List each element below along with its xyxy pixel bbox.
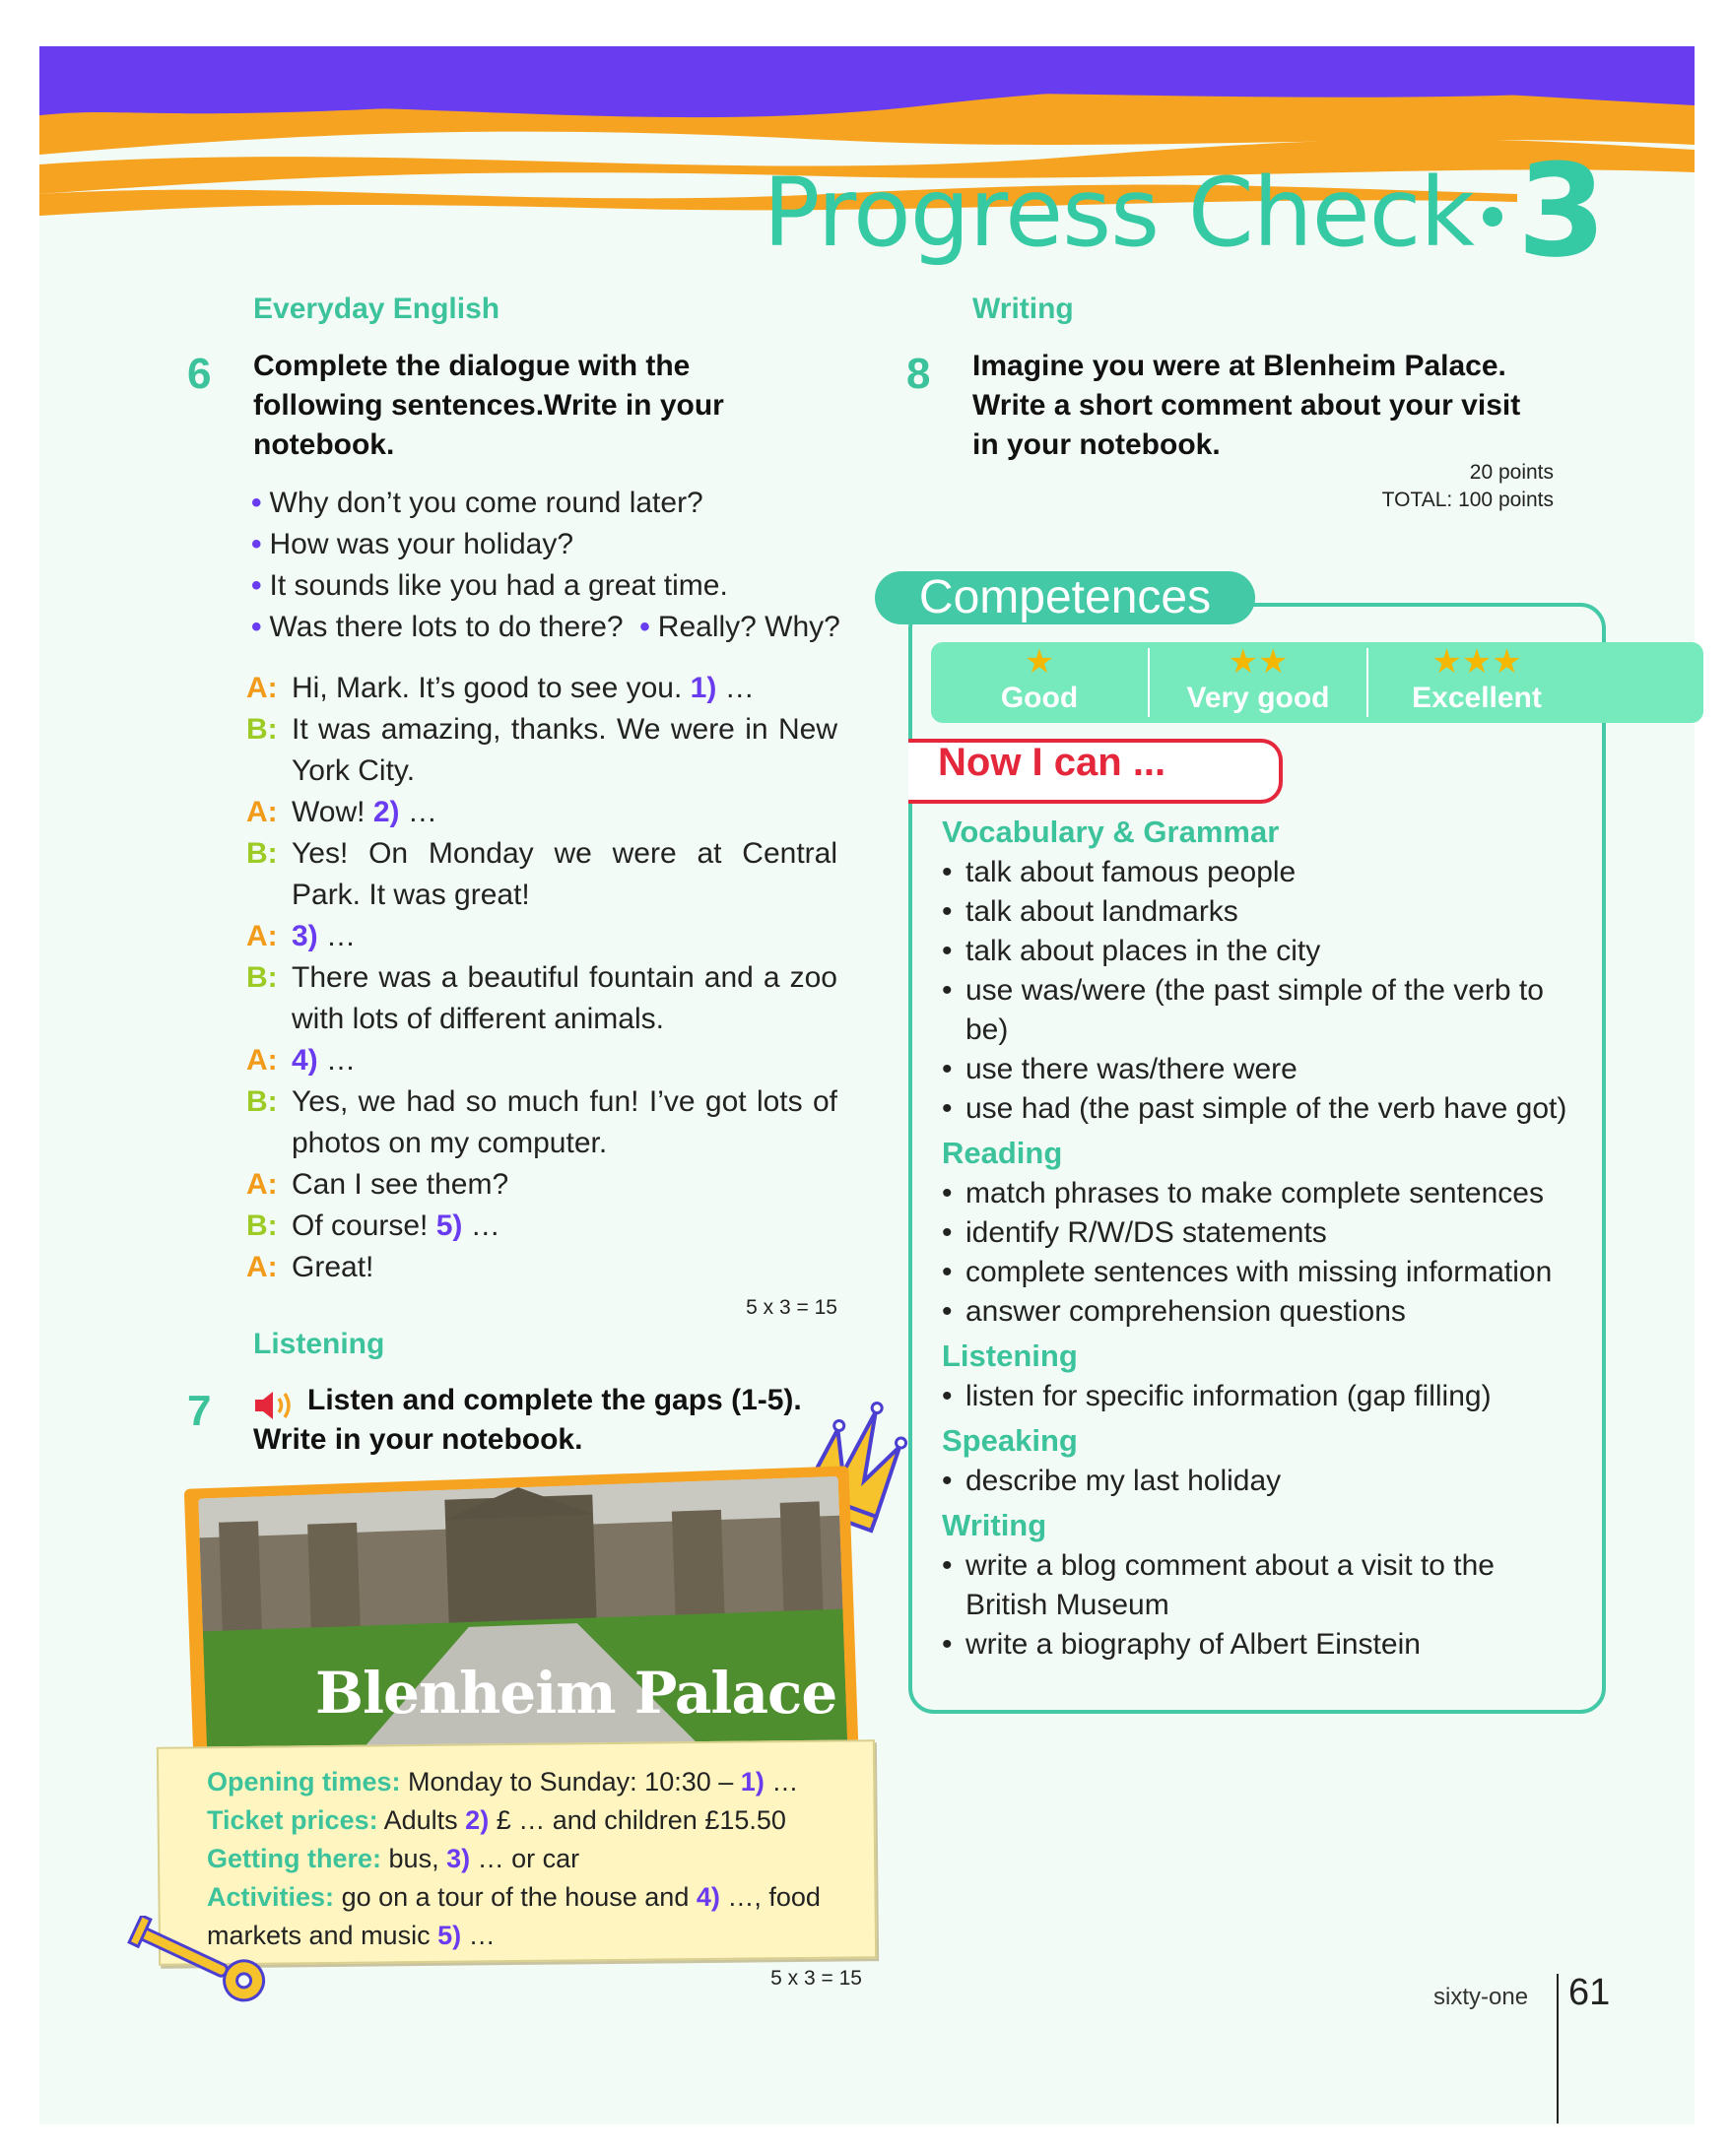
info-line: Opening times: Monday to Sunday: 10:30 – 1) … [207, 1767, 799, 1797]
exercise-7-instruction-line1: Listen and complete the gaps (1-5). [307, 1384, 802, 1416]
list-item: • use was/were (the past simple of the verb to be) [942, 974, 1544, 1046]
group-heading: Listening [942, 1339, 1078, 1373]
list-item: • write a biography of Albert Einstein [942, 1628, 1421, 1661]
dialogue-line: A: Wow! 2) … [246, 796, 437, 828]
exercise-6-instruction: Complete the dialogue with the following sentences.Write in your notebook. [253, 350, 724, 461]
list-item: • match phrases to make complete sentences [942, 1177, 1544, 1209]
rating-good: ★ Good [931, 642, 1148, 723]
exercise-6-number: 6 [187, 350, 212, 398]
dialogue-line: A: Can I see them? [246, 1168, 509, 1201]
exercise-6-score: 5 x 3 = 15 [746, 1296, 837, 1319]
list-item: • answer comprehension questions [942, 1295, 1406, 1328]
key-icon [116, 1916, 284, 2024]
dialogue-line: B: Yes, we had so much fun! I’ve got lots of photos on my computer. [246, 1085, 837, 1159]
star-icon: ★ [1024, 643, 1055, 681]
option-item: • Was there lots to do there? • Really? Why? [251, 611, 840, 643]
unit-number: 3 [1517, 136, 1607, 286]
page-number-words: sixty-one [1433, 1984, 1529, 2010]
dialogue-line: A: 4) … [246, 1044, 357, 1077]
dialogue-line: A: 3) … [246, 920, 357, 952]
star-icon: ★★ [1228, 643, 1289, 681]
list-item: • describe my last holiday [942, 1465, 1282, 1497]
dialogue-line: A: Hi, Mark. It’s good to see you. 1) … [246, 672, 755, 704]
option-item: • How was your holiday? [251, 528, 573, 560]
list-item: • talk about landmarks [942, 895, 1238, 928]
list-item: • use there was/there were [942, 1053, 1298, 1085]
dialogue-line: A: Great! [246, 1251, 374, 1283]
list-item: • write a blog comment about a visit to the British Museum [942, 1549, 1495, 1621]
info-card-text [207, 1763, 897, 1955]
info-line: Ticket prices: Adults 2) £ … and children £15.50 [207, 1805, 786, 1835]
rating-excellent: ★★★ Excellent [1368, 642, 1585, 723]
list-item: • use had (the past simple of the verb have got) [942, 1092, 1567, 1125]
group-heading: Writing [942, 1508, 1047, 1542]
title-dot [1483, 207, 1502, 227]
blenheim-palace-photo [198, 1476, 848, 1785]
list-item: • listen for specific information (gap filling) [942, 1380, 1492, 1412]
exercise-7-number: 7 [187, 1387, 212, 1435]
exercise-7-instruction-line2: Write in your notebook. [253, 1423, 583, 1456]
rating-very-good: ★★ Very good [1150, 642, 1366, 723]
total-points: TOTAL: 100 points [1381, 489, 1554, 511]
now-i-can-label: Now I can ... [938, 741, 1166, 784]
option-item: • It sounds like you had a great time. [251, 569, 728, 602]
group-heading: Speaking [942, 1423, 1078, 1458]
dialogue [246, 668, 837, 1288]
dialogue-line: B: Yes! On Monday we were at Central Park. It was great! [246, 837, 837, 911]
exercise-8-instruction: Imagine you were at Blenheim Palace. Write a short comment about your visit in your notebook. [972, 350, 1521, 461]
list-item: • talk about places in the city [942, 935, 1321, 967]
writing-heading: Writing [972, 293, 1074, 325]
page-title: Progress Check [763, 158, 1474, 268]
list-item: • talk about famous people [942, 856, 1297, 888]
list-item: • identify R/W/DS statements [942, 1216, 1327, 1249]
audio-speaker-icon[interactable] [253, 1389, 299, 1422]
photo-caption: Blenheim Palace [315, 1660, 837, 1727]
competences-list [942, 808, 1592, 1665]
exercise-8-number: 8 [906, 350, 931, 398]
list-item: • complete sentences with missing information [942, 1256, 1553, 1288]
info-line: Activities: go on a tour of the house and 4) …, food [207, 1882, 821, 1912]
writing-points: 20 points [1469, 461, 1554, 484]
exercise-7-score: 5 x 3 = 15 [770, 1967, 862, 1990]
competences-title: Competences [875, 571, 1255, 624]
footer-divider [1557, 1974, 1559, 2123]
dialogue-line: B: Of course! 5) … [246, 1209, 500, 1242]
group-heading: Vocabulary & Grammar [942, 815, 1280, 849]
sentence-options [251, 483, 862, 648]
page-number: 61 [1568, 1972, 1611, 2013]
group-heading: Reading [942, 1136, 1063, 1170]
info-line: markets and music 5) … [207, 1921, 496, 1950]
everyday-english-heading: Everyday English [253, 293, 500, 325]
option-item: • Why don’t you come round later? [251, 487, 703, 519]
listening-heading: Listening [253, 1328, 385, 1360]
dialogue-line: B: It was amazing, thanks. We were in New York City. [246, 713, 837, 787]
star-icon: ★★★ [1431, 643, 1522, 681]
info-line: Getting there: bus, 3) … or car [207, 1844, 580, 1873]
dialogue-line: B: There was a beautiful fountain and a zoo with lots of different animals. [246, 961, 837, 1035]
